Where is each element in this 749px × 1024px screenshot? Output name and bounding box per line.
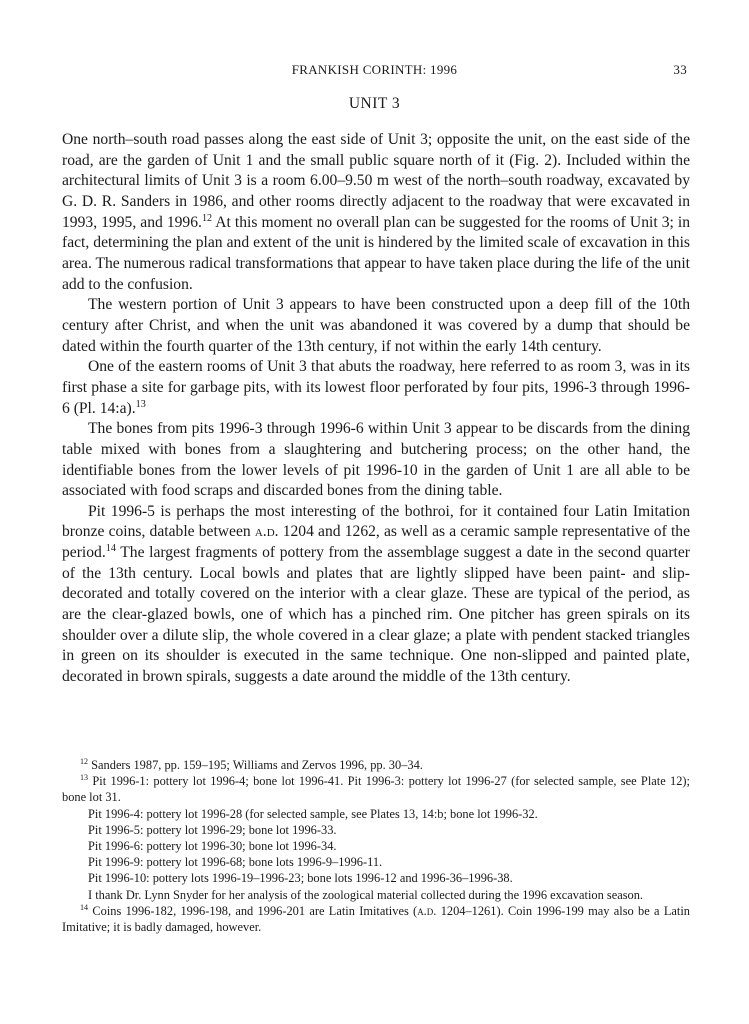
paragraph-text: One of the eastern rooms of Unit 3 that abuts the roadway, here referred to as room 3, was in its first phase a site for garbage pits, with its lowest floor perforated by four pits, 1996-3 through 1996-6 (Pl. 14:a). [62, 358, 690, 417]
running-title: FRANKISH CORINTH: 1996 [291, 62, 458, 77]
footnote-text: Coins 1996-182, 1996-198, and 1996-201 are Latin Imitatives ( [92, 903, 418, 918]
footnote-ref-14: 14 [105, 542, 116, 554]
paragraph-text: The largest fragments of pottery from the assemblage suggest a date in the second quarter of the 13th century. Local bowls and plates that are lightly slipped have been paint- and slip-decorated and totally covered on the interior with a clear glaze. These are typical of the period, as are the clear-glazed bowls, one of which has a pinched rim. One pitcher has green spirals on its shoulder over a dilute slip, the whole covered in a clear glaze; a plate with pendent stacked triangles in green on its shoulder is executed in the same technique. One non-slipped and painted plate, decorated in brown spirals, suggests a date around the middle of the 13th century. [62, 544, 690, 686]
footnote-ref-12: 12 [201, 212, 213, 224]
footnote-12 [62, 757, 690, 773]
footnote-13-line: Pit 1996-10: pottery lots 1996-19–1996-23; bone lots 1996-12 and 1996-36–1996-38. [88, 871, 513, 886]
paragraph-2: The western portion of Unit 3 appears to have been constructed upon a deep fill of the 10th century after Christ, and when the unit was abandoned it was covered by a dump that should be dated within the fourth quarter of the 13th century, if not within the early 14th century. [62, 296, 690, 355]
footnote-14 [62, 903, 690, 935]
footnote-ref-13: 13 [135, 398, 146, 410]
footnote-text: 1204–1261). Coin 1996-199 may also be a Latin Imitative; it is badly damaged, however. [62, 903, 690, 935]
era-abbreviation: a.d. [254, 523, 279, 541]
paragraph-3 [62, 357, 690, 419]
page-number: 33 [673, 62, 687, 77]
section-heading: UNIT 3 [348, 95, 401, 112]
footnote-13-line: Pit 1996-5: pottery lot 1996-29; bone lot 1996-33. [88, 822, 337, 837]
paragraph-text: Pit 1996-5 is perhaps the most interesting of the bothroi, for it contained four Latin Imitation bronze coins, datable between [62, 502, 690, 541]
footnote-number: 14 [80, 902, 89, 912]
footnote-13-line: Pit 1996-9: pottery lot 1996-68; bone lots 1996-9–1996-11. [88, 855, 383, 870]
paragraph-1 [62, 130, 690, 295]
footnote-13-line: Pit 1996-4: pottery lot 1996-28 (for selected sample, see Plates 13, 14:b; bone lot 1996-32. [88, 806, 538, 821]
footnote-13-acknowledgement: I thank Dr. Lynn Snyder for her analysis of the zoological material collected during the 1996 excavation season. [88, 887, 644, 902]
footnote-number: 13 [80, 773, 89, 783]
footnotes [62, 757, 690, 935]
paragraph-4: The bones from pits 1996-3 through 1996-6 within Unit 3 appear to be discards from the dining table mixed with bones from a slaughtering and butchering process; on the other hand, the identifiable bones from the lower levels of pit 1996-10 in the garden of Unit 1 are all able to be associated with food scraps and discarded bones from the dining table. [62, 420, 690, 500]
footnote-13 [62, 773, 690, 805]
body-text [62, 130, 690, 688]
footnote-text: Sanders 1987, pp. 159–195; Williams and Zervos 1996, pp. 30–34. [91, 758, 423, 772]
paragraph-text: One north–south road passes along the east side of Unit 3; opposite the unit, on the east side of the road, are the garden of Unit 1 and the small public square north of it (Fig. 2). Included within the architectural limits of Unit 3 is a room 6.00–9.50 m west of the north–south roadway, excavated by G. D. R. Sanders in 1986, and other rooms directly adjacent to the roadway that were excavated in 1993, 1995, and 1996. [62, 131, 690, 231]
footnote-number: 12 [80, 756, 89, 766]
footnote-13-line: Pit 1996-6: pottery lot 1996-30; bone lot 1996-34. [88, 839, 337, 854]
footnote-text: Pit 1996-1: pottery lot 1996-4; bone lot 1996-41. Pit 1996-3: pottery lot 1996-27 (for selected sample, see Plate 12); bone lot 31. [62, 774, 690, 805]
era-abbreviation: a.d. [417, 903, 437, 918]
paragraph-text: 1204 and 1262, as well as a ceramic sample representative of the period. [62, 523, 690, 562]
paragraph-5 [62, 502, 690, 688]
paragraph-text: At this moment no overall plan can be suggested for the rooms of Unit 3; in fact, determining the plan and extent of the unit is hindered by the limited scale of excavation in this area. The numerous radical transformations that appear to have taken place during the life of the unit add to the confusion. [62, 213, 691, 293]
